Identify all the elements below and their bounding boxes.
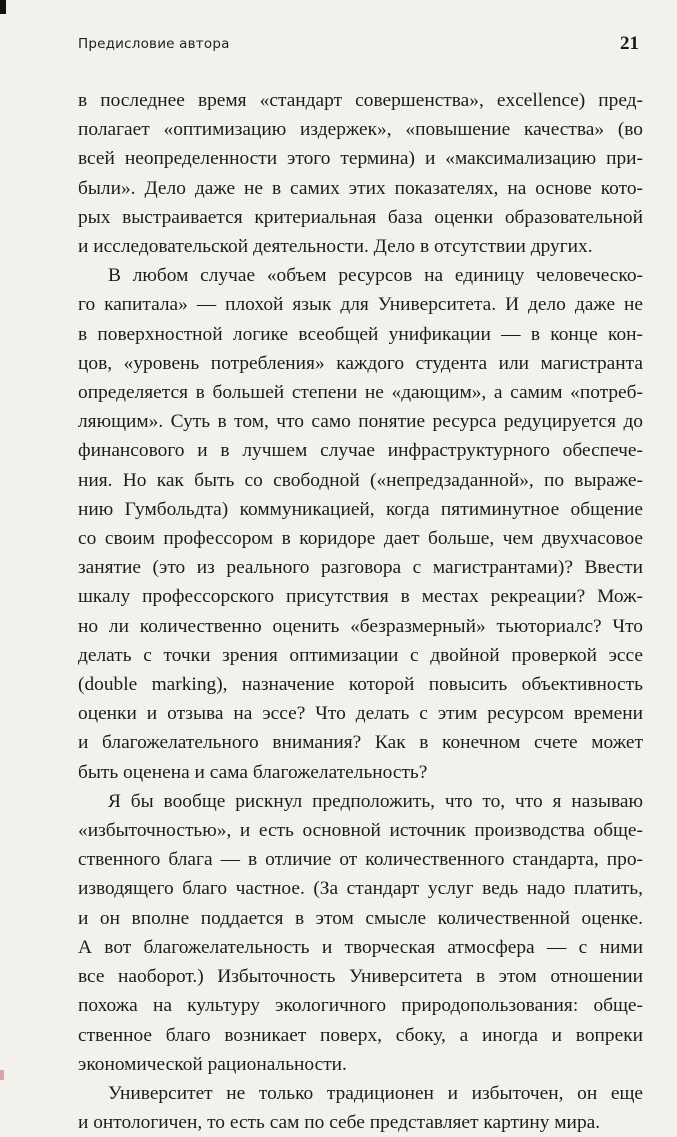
text-line: го капитала» — плохой язык для Университета. И дело даже не xyxy=(78,294,643,316)
text-line: Университет не только традиционен и избыточен, он еще xyxy=(108,1082,643,1104)
page-number: 21 xyxy=(620,33,639,54)
text-line: со своим профессором в коридоре дает больше, чем двухчасовое xyxy=(78,528,643,550)
text-line: определяется в большей степени не «дающим», а самим «потреб- xyxy=(78,382,643,404)
text-line: шкалу профессорского присутствия в местах рекреации? Мож- xyxy=(78,586,643,608)
paragraph-4 xyxy=(78,1079,643,1137)
paragraph-3 xyxy=(78,787,643,1079)
text-line: ляющим». Суть в том, что само понятие ресурса редуцируется до xyxy=(78,411,643,433)
page-edge-mark xyxy=(0,1070,4,1080)
text-line: нию Гумбольдта) коммуникацией, когда пятиминутное общение xyxy=(78,498,643,520)
text-line: Я бы вообще рискнул предположить, что то, что я называю xyxy=(108,790,643,812)
text-line: рых выстраивается критериальная база оценки образовательной xyxy=(78,206,643,228)
text-line: похожа на культуру экологичного природопользования: обще- xyxy=(78,995,643,1017)
running-head: Предисловие автора xyxy=(78,36,230,52)
text-line: все наоборот.) Избыточность Университета в этом отношении xyxy=(78,966,643,988)
text-line: В любом случае «объем ресурсов на единицу человеческо- xyxy=(108,265,643,287)
page-corner-mark xyxy=(0,0,6,14)
text-line: делать с точки зрения оптимизации с двойной проверкой эссе xyxy=(78,644,643,666)
body-text xyxy=(78,86,643,1137)
text-line: (double marking), назначение которой повысить объективность xyxy=(78,674,643,696)
text-line: оценки и отзыва на эссе? Что делать с этим ресурсом времени xyxy=(78,703,643,725)
text-line: в последнее время «стандарт совершенства», excellence) пред- xyxy=(78,90,643,111)
text-line: в поверхностной логике всеобщей унификации — в конце кон- xyxy=(78,323,643,345)
text-line: А вот благожелательность и творческая атмосфера — с ними xyxy=(78,936,643,958)
text-line: ственное благо возникает поверх, сбоку, а иногда и вопреки xyxy=(78,1024,643,1046)
text-line: ния. Но как быть со свободной («непредзаданной», по выраже- xyxy=(78,469,643,491)
text-line: экономической рациональности. xyxy=(78,1053,347,1075)
text-line: «избыточностью», и есть основной источник производства обще- xyxy=(78,820,643,842)
text-line: и благожелательного внимания? Как в конечном счете может xyxy=(78,732,643,754)
text-line: ственного блага — в отличие от количественного стандарта, про- xyxy=(78,849,643,871)
text-line: и исследовательской деятельности. Дело в отсутствии других. xyxy=(78,236,593,258)
text-line: финансового и в лучшем случае инфраструктурного обеспече- xyxy=(78,440,643,462)
text-line: цов, «уровень потребления» каждого студента или магистранта xyxy=(78,352,643,374)
text-line: занятие (это из реального разговора с магистрантами)? Ввести xyxy=(78,557,643,579)
text-line: изводящего благо частное. (За стандарт услуг ведь надо платить, xyxy=(78,878,643,900)
text-line: всей неопределенности этого термина) и «максимализацию при- xyxy=(78,148,643,170)
text-line: полагает «оптимизацию издержек», «повышение качества» (во xyxy=(78,119,643,141)
text-line: быть оценена и сама благожелательность? xyxy=(78,761,428,783)
paragraph-2 xyxy=(78,261,643,787)
paragraph-1 xyxy=(78,86,643,261)
text-line: и онтологичен, то есть сам по себе представляет картину мира. xyxy=(78,1112,601,1134)
text-line: но ли количественно оценить «безразмерный» тьюториалс? Что xyxy=(78,615,643,637)
text-line: и он вполне поддается в этом смысле количественной оценке. xyxy=(78,907,643,929)
text-line: были». Дело даже не в самих этих показателях, на основе кото- xyxy=(78,177,643,199)
